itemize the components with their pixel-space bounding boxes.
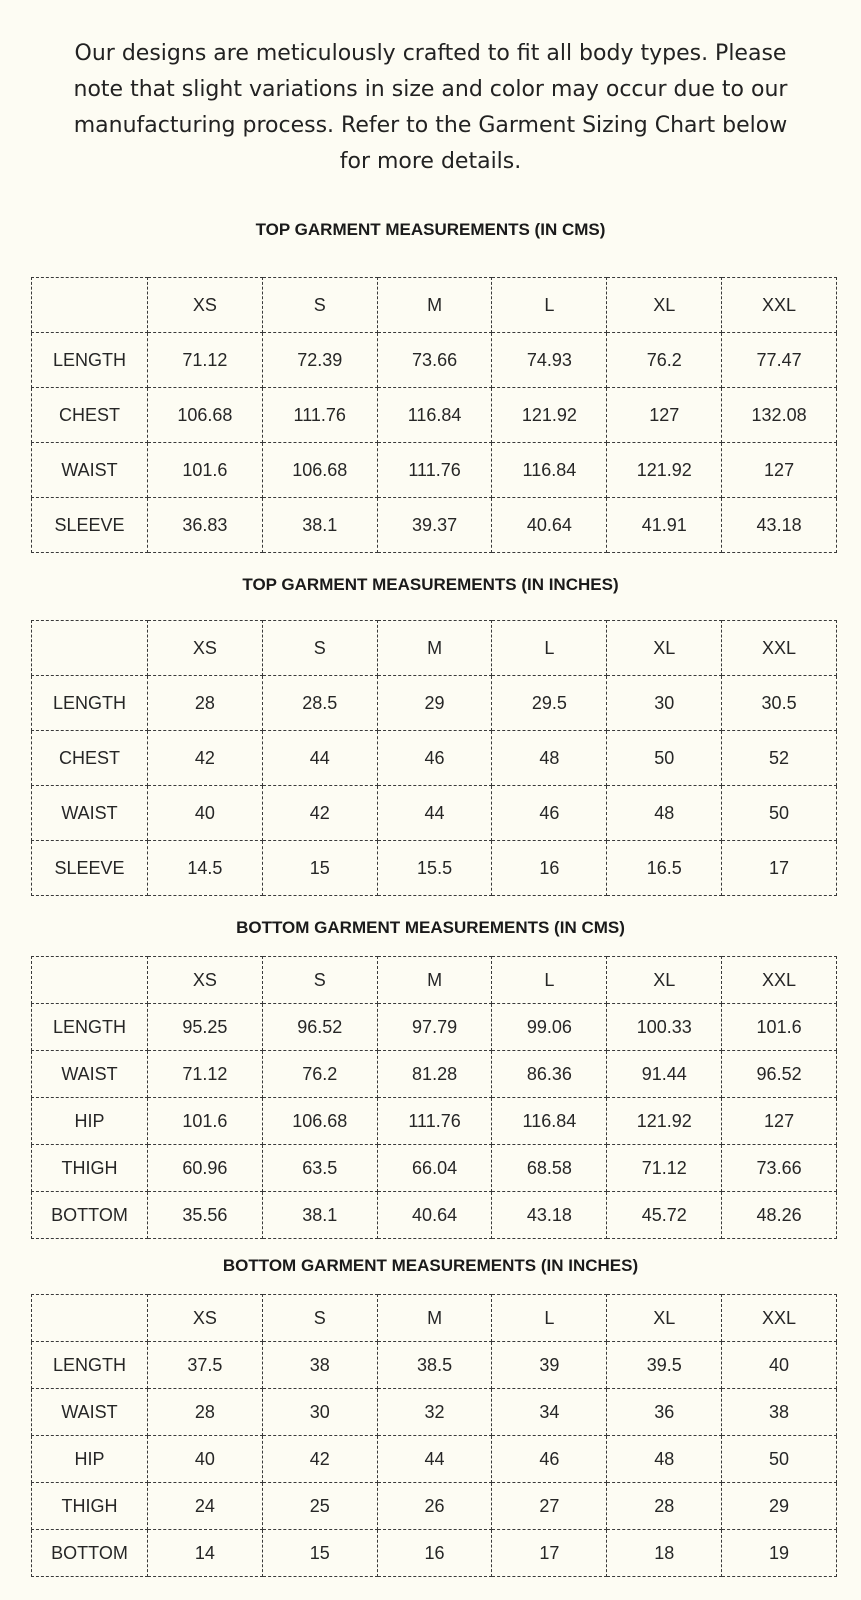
- value-cell: 46: [492, 786, 607, 841]
- value-cell: 121.92: [607, 443, 722, 498]
- value-cell: 32: [377, 1389, 492, 1436]
- value-cell: 16: [492, 841, 607, 896]
- value-cell: 46: [377, 731, 492, 786]
- value-cell: 40.64: [377, 1192, 492, 1239]
- size-header-cell: S: [262, 1295, 377, 1342]
- value-cell: 76.2: [607, 333, 722, 388]
- value-cell: 34: [492, 1389, 607, 1436]
- value-cell: 17: [492, 1530, 607, 1577]
- value-cell: 43.18: [492, 1192, 607, 1239]
- intro-line: for more details.: [339, 149, 522, 174]
- value-cell: 121.92: [492, 388, 607, 443]
- value-cell: 106.68: [262, 443, 377, 498]
- row-label: HIP: [32, 1098, 148, 1145]
- value-cell: 39: [492, 1342, 607, 1389]
- value-cell: 29: [377, 676, 492, 731]
- value-cell: 99.06: [492, 1004, 607, 1051]
- row-label: CHEST: [32, 731, 148, 786]
- value-cell: 42: [148, 731, 263, 786]
- value-cell: 28.5: [262, 676, 377, 731]
- value-cell: 28: [148, 1389, 263, 1436]
- row-label: BOTTOM: [32, 1530, 148, 1577]
- size-header-cell: XL: [607, 1295, 722, 1342]
- value-cell: 48: [607, 1436, 722, 1483]
- size-header-cell: M: [377, 957, 492, 1004]
- value-cell: 127: [722, 1098, 837, 1145]
- value-cell: 15.5: [377, 841, 492, 896]
- value-cell: 39.5: [607, 1342, 722, 1389]
- value-cell: 17: [722, 841, 837, 896]
- value-cell: 106.68: [262, 1098, 377, 1145]
- value-cell: 14.5: [148, 841, 263, 896]
- table-row: [32, 1389, 837, 1436]
- value-cell: 38: [262, 1342, 377, 1389]
- value-cell: 121.92: [607, 1098, 722, 1145]
- value-cell: 43.18: [722, 498, 837, 553]
- intro-text: [40, 36, 821, 180]
- size-header-cell: S: [262, 957, 377, 1004]
- table-row: [32, 841, 837, 896]
- size-header-cell: S: [262, 621, 377, 676]
- table-corner-cell: [32, 1295, 148, 1342]
- value-cell: 66.04: [377, 1145, 492, 1192]
- size-table-bottom-cms: [31, 956, 837, 1239]
- row-label: BOTTOM: [32, 1192, 148, 1239]
- table-row: [32, 1051, 837, 1098]
- value-cell: 77.47: [722, 333, 837, 388]
- table-corner-cell: [32, 957, 148, 1004]
- value-cell: 30.5: [722, 676, 837, 731]
- section-title-top-inches: TOP GARMENT MEASUREMENTS (IN INCHES): [242, 575, 619, 594]
- value-cell: 18: [607, 1530, 722, 1577]
- row-label: CHEST: [32, 388, 148, 443]
- value-cell: 29: [722, 1483, 837, 1530]
- size-header-cell: L: [492, 278, 607, 333]
- value-cell: 28: [607, 1483, 722, 1530]
- value-cell: 35.56: [148, 1192, 263, 1239]
- value-cell: 101.6: [148, 1098, 263, 1145]
- row-label: LENGTH: [32, 1342, 148, 1389]
- table-header-row: [32, 957, 837, 1004]
- row-label: THIGH: [32, 1145, 148, 1192]
- size-header-cell: M: [377, 621, 492, 676]
- table-row: [32, 333, 837, 388]
- value-cell: 74.93: [492, 333, 607, 388]
- value-cell: 100.33: [607, 1004, 722, 1051]
- value-cell: 60.96: [148, 1145, 263, 1192]
- row-label: SLEEVE: [32, 841, 148, 896]
- table-corner-cell: [32, 621, 148, 676]
- value-cell: 101.6: [722, 1004, 837, 1051]
- value-cell: 44: [377, 1436, 492, 1483]
- intro-line: Our designs are meticulously crafted to fit all body types. Please: [74, 41, 787, 66]
- value-cell: 40: [148, 1436, 263, 1483]
- value-cell: 50: [607, 731, 722, 786]
- table-header-row: [32, 278, 837, 333]
- section-title-top-cms: TOP GARMENT MEASUREMENTS (IN CMS): [255, 220, 606, 239]
- value-cell: 42: [262, 786, 377, 841]
- value-cell: 42: [262, 1436, 377, 1483]
- value-cell: 30: [607, 676, 722, 731]
- row-label: THIGH: [32, 1483, 148, 1530]
- value-cell: 25: [262, 1483, 377, 1530]
- size-header-cell: XS: [148, 957, 263, 1004]
- value-cell: 26: [377, 1483, 492, 1530]
- value-cell: 71.12: [607, 1145, 722, 1192]
- table-row: [32, 498, 837, 553]
- size-header-cell: L: [492, 621, 607, 676]
- value-cell: 91.44: [607, 1051, 722, 1098]
- size-header-cell: XL: [607, 621, 722, 676]
- size-header-cell: XXL: [722, 278, 837, 333]
- value-cell: 45.72: [607, 1192, 722, 1239]
- value-cell: 40: [148, 786, 263, 841]
- table-row: [32, 388, 837, 443]
- value-cell: 52: [722, 731, 837, 786]
- value-cell: 15: [262, 841, 377, 896]
- value-cell: 37.5: [148, 1342, 263, 1389]
- table-row: [32, 786, 837, 841]
- table-row: [32, 1145, 837, 1192]
- size-header-cell: M: [377, 1295, 492, 1342]
- value-cell: 41.91: [607, 498, 722, 553]
- row-label: LENGTH: [32, 1004, 148, 1051]
- size-table-top-cms: [31, 277, 837, 553]
- value-cell: 29.5: [492, 676, 607, 731]
- value-cell: 38.1: [262, 1192, 377, 1239]
- size-header-cell: XS: [148, 621, 263, 676]
- size-header-cell: XS: [148, 278, 263, 333]
- size-header-cell: XS: [148, 1295, 263, 1342]
- value-cell: 111.76: [377, 443, 492, 498]
- table-header-row: [32, 621, 837, 676]
- value-cell: 19: [722, 1530, 837, 1577]
- size-header-cell: M: [377, 278, 492, 333]
- value-cell: 71.12: [148, 333, 263, 388]
- value-cell: 44: [377, 786, 492, 841]
- table-row: [32, 1530, 837, 1577]
- value-cell: 40.64: [492, 498, 607, 553]
- size-header-cell: XXL: [722, 1295, 837, 1342]
- value-cell: 76.2: [262, 1051, 377, 1098]
- size-header-cell: XXL: [722, 621, 837, 676]
- value-cell: 132.08: [722, 388, 837, 443]
- value-cell: 30: [262, 1389, 377, 1436]
- row-label: HIP: [32, 1436, 148, 1483]
- value-cell: 73.66: [377, 333, 492, 388]
- value-cell: 14: [148, 1530, 263, 1577]
- value-cell: 73.66: [722, 1145, 837, 1192]
- table-row: [32, 676, 837, 731]
- value-cell: 101.6: [148, 443, 263, 498]
- value-cell: 116.84: [377, 388, 492, 443]
- value-cell: 86.36: [492, 1051, 607, 1098]
- value-cell: 72.39: [262, 333, 377, 388]
- value-cell: 63.5: [262, 1145, 377, 1192]
- table-corner-cell: [32, 278, 148, 333]
- value-cell: 48.26: [722, 1192, 837, 1239]
- value-cell: 106.68: [148, 388, 263, 443]
- value-cell: 36.83: [148, 498, 263, 553]
- value-cell: 38: [722, 1389, 837, 1436]
- value-cell: 38.5: [377, 1342, 492, 1389]
- size-header-cell: L: [492, 957, 607, 1004]
- value-cell: 40: [722, 1342, 837, 1389]
- value-cell: 44: [262, 731, 377, 786]
- table-row: [32, 1192, 837, 1239]
- row-label: WAIST: [32, 786, 148, 841]
- value-cell: 15: [262, 1530, 377, 1577]
- value-cell: 24: [148, 1483, 263, 1530]
- section-title-bottom-inches: BOTTOM GARMENT MEASUREMENTS (IN INCHES): [222, 1256, 639, 1275]
- table-row: [32, 731, 837, 786]
- value-cell: 97.79: [377, 1004, 492, 1051]
- row-label: LENGTH: [32, 333, 148, 388]
- value-cell: 16: [377, 1530, 492, 1577]
- value-cell: 111.76: [262, 388, 377, 443]
- value-cell: 46: [492, 1436, 607, 1483]
- table-row: [32, 1436, 837, 1483]
- value-cell: 68.58: [492, 1145, 607, 1192]
- row-label: SLEEVE: [32, 498, 148, 553]
- value-cell: 127: [607, 388, 722, 443]
- size-header-cell: L: [492, 1295, 607, 1342]
- value-cell: 111.76: [377, 1098, 492, 1145]
- value-cell: 81.28: [377, 1051, 492, 1098]
- value-cell: 50: [722, 786, 837, 841]
- value-cell: 116.84: [492, 1098, 607, 1145]
- value-cell: 39.37: [377, 498, 492, 553]
- value-cell: 127: [722, 443, 837, 498]
- row-label: WAIST: [32, 1389, 148, 1436]
- table-row: [32, 443, 837, 498]
- value-cell: 96.52: [262, 1004, 377, 1051]
- table-row: [32, 1342, 837, 1389]
- size-header-cell: XL: [607, 957, 722, 1004]
- table-row: [32, 1098, 837, 1145]
- table-header-row: [32, 1295, 837, 1342]
- row-label: LENGTH: [32, 676, 148, 731]
- row-label: WAIST: [32, 443, 148, 498]
- value-cell: 16.5: [607, 841, 722, 896]
- table-row: [32, 1004, 837, 1051]
- value-cell: 48: [607, 786, 722, 841]
- table-row: [32, 1483, 837, 1530]
- value-cell: 48: [492, 731, 607, 786]
- intro-line: note that slight variations in size and color may occur due to our: [73, 77, 788, 102]
- size-header-cell: S: [262, 278, 377, 333]
- value-cell: 96.52: [722, 1051, 837, 1098]
- size-table-bottom-inches: [31, 1294, 837, 1577]
- size-table-top-inches: [31, 620, 837, 896]
- size-header-cell: XXL: [722, 957, 837, 1004]
- value-cell: 71.12: [148, 1051, 263, 1098]
- value-cell: 95.25: [148, 1004, 263, 1051]
- size-header-cell: XL: [607, 278, 722, 333]
- section-title-bottom-cms: BOTTOM GARMENT MEASUREMENTS (IN CMS): [236, 918, 625, 937]
- value-cell: 28: [148, 676, 263, 731]
- value-cell: 27: [492, 1483, 607, 1530]
- value-cell: 36: [607, 1389, 722, 1436]
- row-label: WAIST: [32, 1051, 148, 1098]
- intro-line: manufacturing process. Refer to the Garment Sizing Chart below: [73, 113, 788, 138]
- value-cell: 38.1: [262, 498, 377, 553]
- value-cell: 116.84: [492, 443, 607, 498]
- value-cell: 50: [722, 1436, 837, 1483]
